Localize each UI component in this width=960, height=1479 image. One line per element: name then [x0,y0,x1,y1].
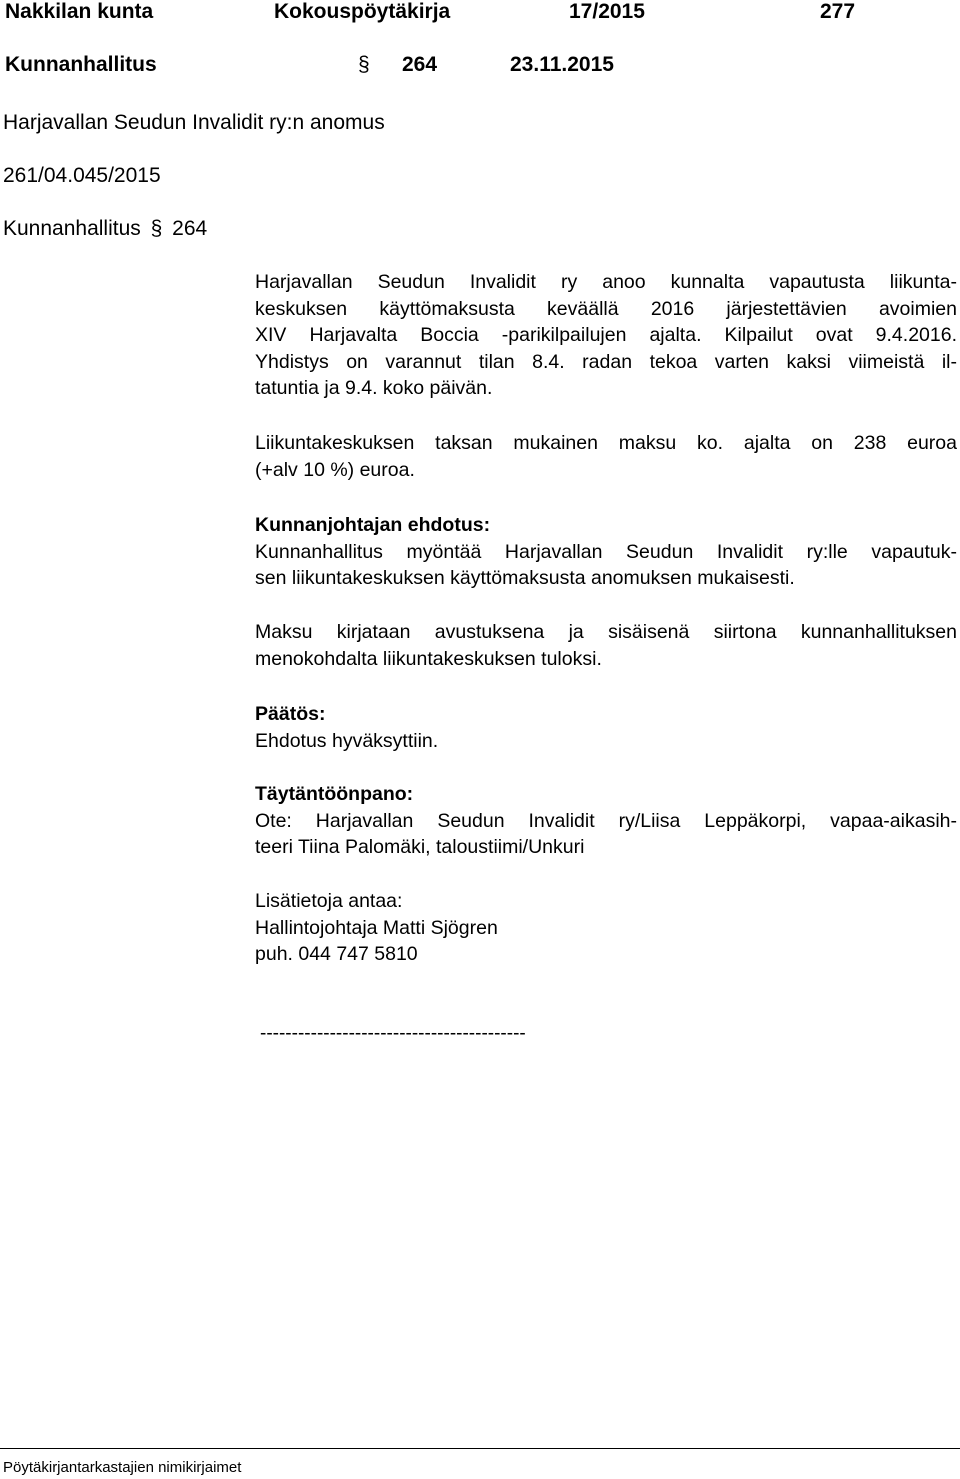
description-line: tatuntia ja 9.4. koko päivän. [255,377,493,399]
document-type: Kokouspöytäkirja [274,0,451,23]
execution-line: teeri Tiina Palomäki, taloustiimi/Unkuri [255,836,585,858]
page-number: 277 [820,0,856,23]
proposal-section [255,512,957,592]
proposal-line: sen liikuntakeskuksen käyttömaksusta anomuksen mukaisesti. [255,567,795,589]
page-title: Harjavallan Seudun Invalidit ry:n anomus [3,111,385,134]
footer-initials-label: Pöytäkirjantarkastajien nimikirjaimet [3,1459,242,1476]
section-number: 264 [402,53,438,76]
description-line: keskuksen käyttömaksusta keväällä 2016 järjestettävien avoimien [255,297,957,320]
proposal-line: Kunnanhallitus myöntää Harjavallan Seudun Invalidit ry:lle vapautuk- [255,540,957,563]
document-number: 17/2015 [569,0,645,23]
description-line: XIV Harjavalta Boccia -parikilpailujen ajalta. Kilpailut ovat 9.4.2016. [255,324,957,346]
execution-heading: Täytäntöönpano: [255,783,414,805]
contact-name: Hallintojohtaja Matti Sjögren [255,916,498,939]
contact-phone: puh. 044 747 5810 [255,943,418,965]
section-ref [3,217,207,241]
payment-line: menokohdalta liikuntakeskuksen tuloksi. [255,647,602,670]
payment-paragraph [255,619,957,672]
header-body: Kunnanhallitus [5,53,157,76]
section-ref-body: Kunnanhallitus [3,217,141,240]
decision-section [255,701,957,754]
payment-line: Maksu kirjataan avustuksena ja sisäisenä siirtona kunnanhallituksen [255,621,957,643]
description-line: Yhdistys on varannut tilan 8.4. radan tekoa varten kaksi viimeistä il- [255,350,957,373]
section-ref-symbol: § [150,217,163,240]
fee-paragraph [255,430,957,483]
footer-divider [0,1448,960,1449]
description-paragraph [255,269,957,402]
section-symbol: § [358,53,370,76]
decision-text: Ehdotus hyväksyttiin. [255,729,439,752]
section-ref-number: 264 [172,217,208,240]
execution-section [255,781,957,861]
contact-section [255,888,957,968]
separator-line: ------------------------------------------ [260,1023,526,1044]
execution-line: Ote: Harjavallan Seudun Invalidit ry/Liisa Leppäkorpi, vapaa-aikasih- [255,809,957,832]
fee-line: Liikuntakeskuksen taksan mukainen maksu ko. ajalta on 238 euroa [255,432,957,454]
proposal-heading: Kunnanjohtajan ehdotus: [255,514,491,536]
decision-heading: Päätös: [255,703,326,725]
description-line: Harjavallan Seudun Invalidit ry anoo kunnalta vapautusta liikunta- [255,271,957,293]
record-reference: 261/04.045/2015 [3,164,161,187]
municipality-name: Nakkilan kunta [5,0,154,23]
contact-label: Lisätietoja antaa: [255,890,403,912]
fee-line: (+alv 10 %) euroa. [255,458,415,481]
meeting-date: 23.11.2015 [510,53,614,76]
